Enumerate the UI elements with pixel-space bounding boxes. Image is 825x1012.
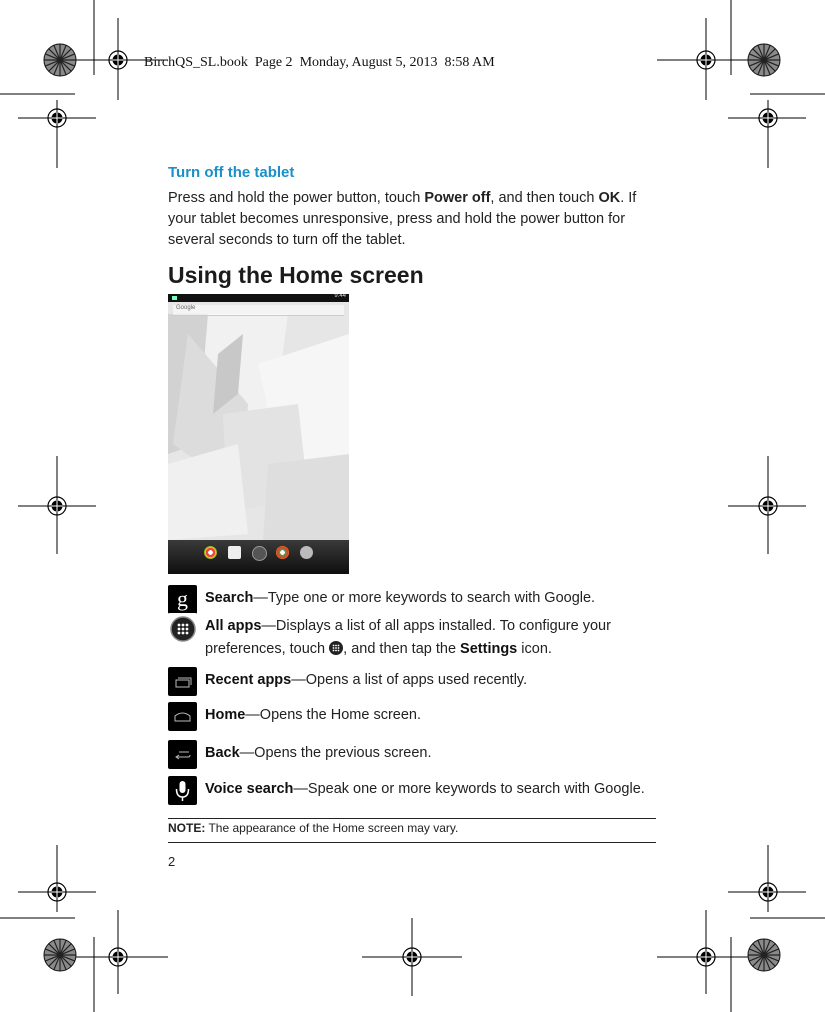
slug-time: 8:58 AM xyxy=(444,55,495,70)
slug-date: Monday, August 5, 2013 xyxy=(299,55,438,70)
recent-apps-term: Recent apps xyxy=(205,672,292,688)
note-top-rule xyxy=(168,818,656,819)
all-apps-icon xyxy=(252,546,267,561)
camera-app-icon xyxy=(300,546,313,559)
note xyxy=(168,821,458,835)
settings-term: Settings xyxy=(460,641,518,657)
search-bar-label: Google xyxy=(176,305,196,311)
ok-term: OK xyxy=(598,190,621,206)
play-store-icon xyxy=(228,546,241,559)
all-apps-term: All apps xyxy=(205,618,262,634)
section-heading: Turn off the tablet xyxy=(168,164,295,181)
search-description: —Type one or more keywords to search with Google. xyxy=(253,590,596,606)
note-text: The appearance of the Home screen may vary. xyxy=(205,821,459,835)
search-term: Search xyxy=(205,590,254,606)
chrome-icon xyxy=(204,546,217,559)
recent-apps-icon xyxy=(168,667,197,696)
home-description: —Opens the Home screen. xyxy=(245,707,421,723)
google-search-bar xyxy=(173,305,344,316)
microphone-icon xyxy=(168,776,197,805)
home-icon xyxy=(168,702,197,731)
recent-apps-description: —Opens a list of apps used recently. xyxy=(291,672,528,688)
wallpaper-image xyxy=(168,294,349,574)
chrome-icon-2 xyxy=(276,546,289,559)
status-time: 9:44 xyxy=(334,294,346,299)
turn-off-instructions: Press and hold the power button, touch Power off, and then touch OK. If your tablet becomes unresponsive, press and hold the power button for several seconds to turn off the tablet. xyxy=(168,190,637,248)
all-apps-icon xyxy=(168,613,197,642)
slug-page: Page 2 xyxy=(254,55,293,70)
back-icon xyxy=(168,740,197,769)
slug-file: BirchQS_SL.book xyxy=(144,55,248,70)
all-apps-inline-icon xyxy=(329,641,343,655)
note-label: NOTE: xyxy=(168,821,206,835)
book-slug-line xyxy=(144,55,495,71)
status-bar xyxy=(168,294,349,302)
back-term: Back xyxy=(205,745,240,761)
power-off-term: Power off xyxy=(424,190,491,206)
home-screen-screenshot xyxy=(168,294,349,574)
note-bottom-rule xyxy=(168,842,656,843)
voice-search-description: —Speak one or more keywords to search with Google. xyxy=(293,781,645,797)
svg-text:g: g xyxy=(177,586,188,611)
page-number: 2 xyxy=(168,854,176,869)
back-description: —Opens the previous screen. xyxy=(239,745,432,761)
page-title: Using the Home screen xyxy=(168,262,424,288)
voice-search-term: Voice search xyxy=(205,781,294,797)
google-search-icon xyxy=(168,585,197,614)
notification-icon xyxy=(172,296,177,300)
home-term: Home xyxy=(205,707,246,723)
favorites-dock xyxy=(168,540,349,574)
